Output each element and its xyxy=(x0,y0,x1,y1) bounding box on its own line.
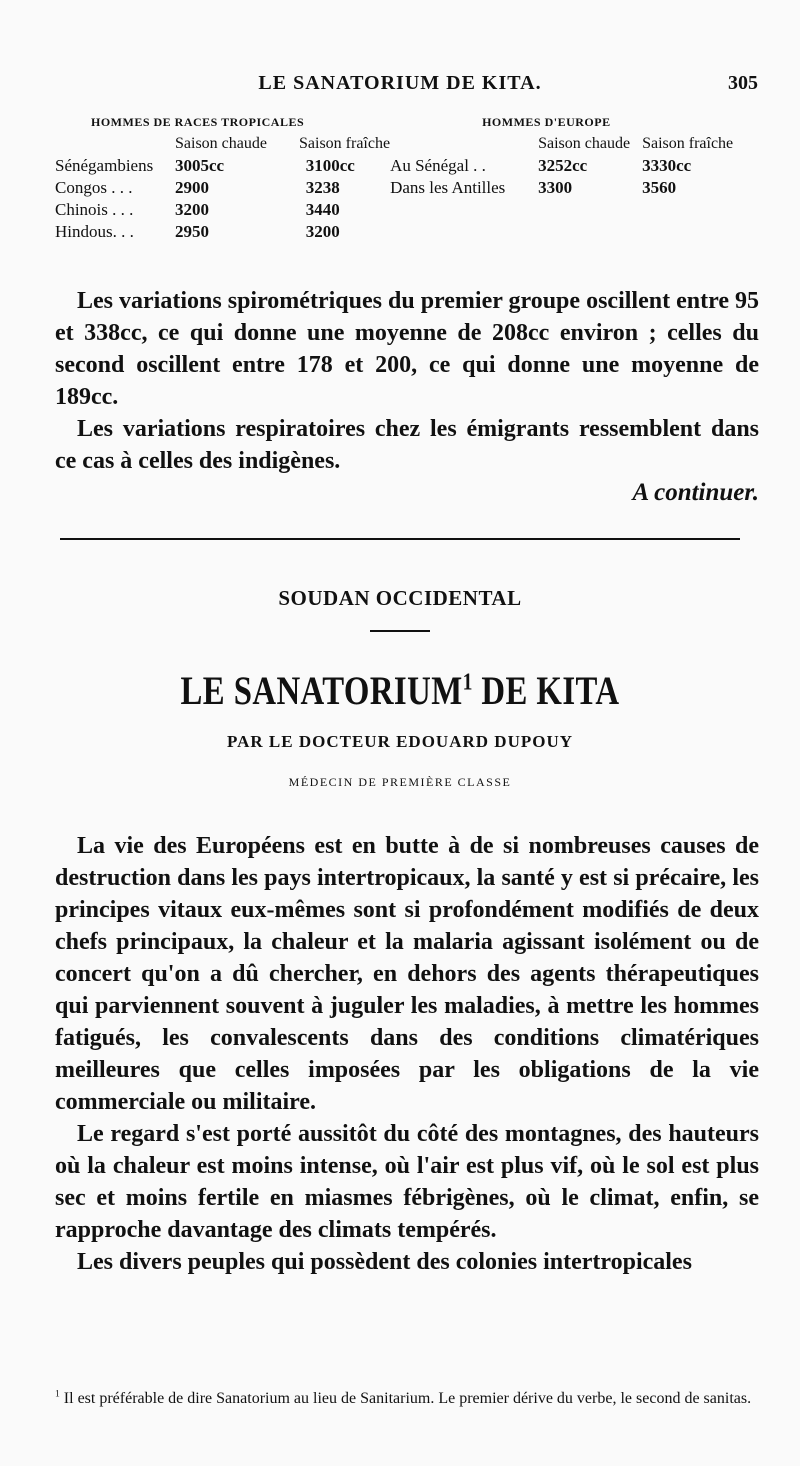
row-label: Au Sénégal . . xyxy=(390,156,486,175)
short-rule xyxy=(370,630,430,632)
value-cell: 3330cc xyxy=(642,156,692,175)
table-row xyxy=(55,155,733,177)
value-cell xyxy=(538,199,642,221)
table-row xyxy=(55,177,733,199)
article-title xyxy=(72,667,728,714)
value-cell: 3200 xyxy=(175,200,209,219)
left-subhead-cool: Saison fraîche xyxy=(299,135,391,152)
right-subheads xyxy=(538,133,733,155)
continued-note: A continuer. xyxy=(632,479,759,506)
page-number: 305 xyxy=(728,72,758,94)
value-cell: 3252cc xyxy=(538,156,588,175)
value-cell: 3100cc xyxy=(305,156,355,175)
left-subheads xyxy=(175,133,390,155)
row-label-blank xyxy=(55,133,175,155)
value-cell: 3005cc xyxy=(175,156,225,175)
article-text xyxy=(55,830,759,1278)
row-label: Dans les Antilles xyxy=(390,178,506,197)
article-paragraph-2: Le regard s'est porté aussitôt du côté des montagnes, des hauteurs où la chaleur est moins intense, où l'air est plus vif, où le sol est plus sec et moins fertile en miasmes fébrigènes, où le climat, enfin, se rapproche davantage des climats tempérés. xyxy=(55,1121,759,1243)
article-title-main: LE SANATORIUM xyxy=(180,668,463,713)
left-subhead-hot: Saison chaude xyxy=(175,135,267,152)
value-cell xyxy=(642,221,733,243)
article-paragraph-3: Les divers peuples qui possèdent des colonies intertropicales xyxy=(77,1249,692,1275)
right-subhead-cool: Saison fraîche xyxy=(642,135,734,152)
value-cell: 2900 xyxy=(175,178,209,197)
row-label: Congos . . . xyxy=(55,178,133,197)
value-cell xyxy=(642,199,733,221)
value-cell: 3560 xyxy=(642,178,677,197)
value-cell xyxy=(538,221,642,243)
right-subhead-hot: Saison chaude xyxy=(538,135,631,152)
row-label: Hindous. . . xyxy=(55,222,134,241)
value-cell: 3440 xyxy=(305,200,340,219)
value-cell: 3238 xyxy=(305,178,340,197)
running-head xyxy=(0,72,800,102)
row-label xyxy=(390,221,538,243)
row-label: Sénégambiens xyxy=(55,156,154,175)
footnote-text: Il est préférable de dire Sanatorium au lieu de Sanitarium. Le premier dérive du verbe, le second de sanitas. xyxy=(59,1390,752,1407)
intro-paragraph-2: Les variations respiratoires chez les émigrants ressemblent dans ce cas à celles des indigènes. xyxy=(55,416,759,474)
footnote-mark: 1 xyxy=(55,1388,60,1400)
table-row xyxy=(55,199,733,221)
footnote xyxy=(55,1388,759,1410)
author-line: PAR LE DOCTEUR EDOUARD DUPOUY xyxy=(226,732,574,751)
value-cell: 2950 xyxy=(175,222,209,241)
intro-paragraph-1: Les variations spirométriques du premier groupe oscillent entre 95 et 338cc, ce qui donne une moyenne de 208cc environ ; celles du second oscillent entre 178 et 200, ce qui donne une moyenne de 189cc. xyxy=(55,288,759,410)
title-footnote-mark: 1 xyxy=(462,669,473,696)
value-cell: 3300 xyxy=(538,178,573,197)
row-label: Chinois . . . xyxy=(55,200,134,219)
author-rank: MÉDECIN DE PREMIÈRE CLASSE xyxy=(288,775,512,789)
left-group-heading: HOMMES DE RACES TROPICALES xyxy=(91,115,305,129)
region-heading: SOUDAN OCCIDENTAL xyxy=(278,586,522,610)
right-label-blank xyxy=(390,133,538,155)
article-title-end: DE KITA xyxy=(472,668,620,713)
intro-text xyxy=(55,285,759,509)
section-divider xyxy=(60,538,740,540)
value-cell: 3200 xyxy=(305,222,340,241)
right-group-heading: HOMMES D'EUROPE xyxy=(482,115,611,129)
row-label xyxy=(390,199,538,221)
table-row xyxy=(55,221,733,243)
spirometry-table xyxy=(55,111,733,243)
running-head-title: LE SANATORIUM DE KITA. xyxy=(258,72,542,94)
article-paragraph-1: La vie des Européens est en butte à de si nombreuses causes de destruction dans les pays intertropicaux, la santé y est si précaire, les principes vitaux eux-mêmes sont si profondément modifiés de deux chefs principaux, la chaleur et la malaria agissant isolément ou de concert qu'on a dû chercher, en dehors des agents thérapeutiques qui parviennent souvent à juguler les maladies, à mettre les hommes fatigués, les convalescents dans des conditions climatériques meilleures que celles imposées par les obligations de la vie commerciale ou militaire. xyxy=(55,833,759,1115)
